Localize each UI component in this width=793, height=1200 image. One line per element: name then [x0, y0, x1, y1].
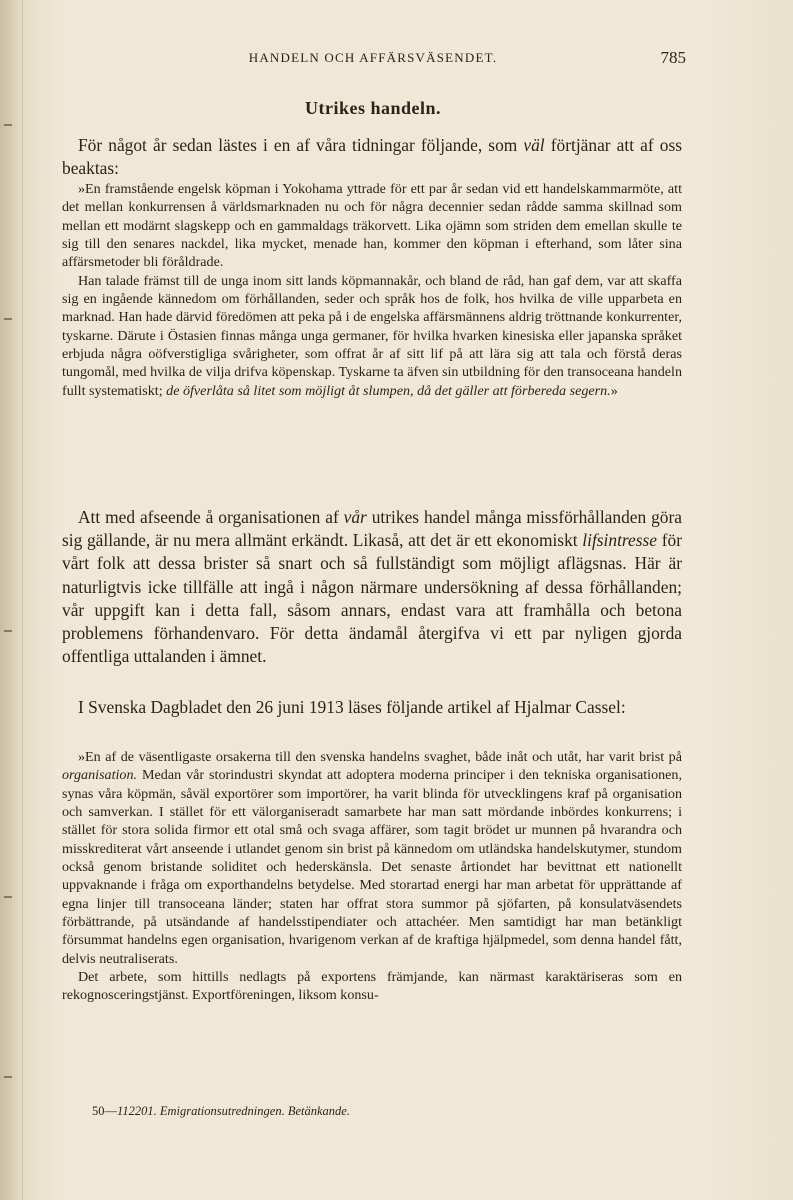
page-header: [60, 48, 686, 72]
para2-text-2: utrikes handel många missförhållanden göra sig gällande, är nu mera allmänt erkändt. Likaså, att det är ett ekonomiskt: [62, 507, 682, 551]
quote-block-1: [62, 180, 682, 400]
para2-text-3: för vårt folk att dessa brister så snart och så fullständigt som möjligt aflägsnas. Här är naturligtvis icke tillfälle att ingå i någon närmare undersökning af dessa förhållanden; vår uppgift kan i detta fall, såsom annars, endast vara att framhålla och betona problemens förhandenvaro. För detta ändamål återgifva vi ett par nyligen gjorda offentliga uttalanden i ämnet.: [62, 530, 682, 667]
binding-mark: [4, 318, 12, 320]
footer-signature: 50—: [92, 1104, 117, 1118]
quote2-text-1: »En af de väsentligaste orsakerna till den svenska handelns svaghet, både inåt och utåt, har varit brist på: [78, 749, 682, 765]
para2-emphasis-1: vår: [343, 507, 367, 527]
binding-mark: [4, 124, 12, 126]
binding-mark: [4, 1076, 12, 1078]
paragraph-3-block: [62, 696, 682, 719]
section-title: Utrikes handeln.: [304, 98, 442, 118]
quote1-paragraph-1: »En framstående engelsk köpman i Yokohama yttrade för ett par år sedan vid ett handelskammarmöte, att det mellan konkurrensen å världsmarknaden nu och för några decennier sedan rådde samma skillnad som mellan ett modärnt slagskepp och en gammaldags träkorvett. Lika ojämn som striden dem emellan skulle te sig till den senares nackdel, lika mycket, menade han, kommer den köpman i efterhand, som låter sina affärsmetoder bli föråldrade.: [62, 181, 682, 271]
paragraph-2: [62, 506, 682, 668]
footer-code: 112201.: [117, 1104, 157, 1118]
quote2-text-2: Medan vår storindustri skyndat att adoptera moderna principer i den tekniska organisationen, synas våra köpmän, såväl exportörer som importörer, ha varit blinda för utvecklingens kraf på organisation och samverkan. I stället för ett välorganiseradt samarbete har man satt mördande inbördes konkurrens; i stället för stora solida firmor ett otal små och svaga affärer, som tagit brödet ur munnen på hvarandra och misskrediterat vårt anseende i utlandet genom sin brist på kännedom om utländska handelskutymer, stundom också genom bristande soliditet och hederskänsla. Det senaste årtiondet har bevittnat ett nationellt uppvaknande i fråga om exporthandelns betydelse. Med storartad energi har man arbetat för upprättande af egna linjer till transoceana länder; staten har offrat stora summor på sjöfarten, på konsulatväsendets förbättrande, på utsändande af handelsstipendiater och attachéer. Men samtidigt har man betänkligt försummat handelns egen organisation, hvarigenom verkan af de kraftiga hjälpmedel, som denna handel fått, delvis neutraliserats.: [62, 767, 682, 967]
quote1-close: »: [610, 382, 618, 399]
intro-block: [62, 134, 682, 180]
page-footer: [92, 1104, 350, 1119]
quote1-paragraph-2: [62, 272, 682, 400]
intro-paragraph: [62, 134, 682, 180]
quote2-paragraph-1: [62, 748, 682, 968]
intro-text: För något år sedan lästes i en af våra tidningar följande, som: [78, 135, 524, 155]
intro-emphasis: väl: [523, 135, 545, 155]
quote-block-2: [62, 748, 682, 1005]
para2-emphasis-2: lifsintresse: [582, 530, 658, 551]
paragraph-2-block: [62, 506, 682, 668]
quote2-paragraph-2: Det arbete, som hittills nedlagts på exportens främjande, kan närmast karaktäriseras som en rekognosceringstjänst. Exportföreningen, liksom konsu-: [62, 969, 682, 1004]
running-title: HANDELN OCH AFFÄRSVÄSENDET.: [248, 50, 498, 65]
para2-text-1: Att med afseende å organisationen af: [78, 507, 344, 527]
quote1-emphasis: de öfverlåta så litet som möjligt åt slumpen, då det gäller att förbereda segern.: [166, 382, 611, 399]
paragraph-3: I Svenska Dagbladet den 26 juni 1913 läses följande artikel af Hjalmar Cassel:: [78, 697, 626, 717]
intro-text-end: förtjänar att af oss beaktas:: [62, 135, 682, 179]
page-number: 785: [660, 48, 686, 67]
binding-edge: [0, 0, 23, 1200]
footer-title: Emigrationsutredningen. Betänkande.: [156, 1104, 350, 1118]
binding-mark: [4, 896, 12, 898]
quote2-emphasis: organisation.: [62, 767, 138, 784]
quote1-text: Han talade främst till de unga inom sitt lands köpmannakår, och bland de råd, han gaf dem, var att skaffa sig en ingående kännedom om förhållanden, seder och språk hos de folk, hos hvilka de ville upparbeta en marknad. Han hade därvid föredömen att peka på i de engelska affärsmännens aldrig tröttnande konkurrenter, tyskarne. Därute i Östasien finnas många unga germaner, för hvilka hvarken kinesiska eller japanska språket erbjuda några oöfverstigliga svårigheter, som offrat år af sitt lif på att lära sig att tala och förstå deras tungomål, med hvilka de vilja drifva köpenskap. Tyskarne ta äfven sin utbildning för den transoceana handeln fullt systematiskt;: [62, 272, 682, 399]
binding-mark: [4, 630, 12, 632]
